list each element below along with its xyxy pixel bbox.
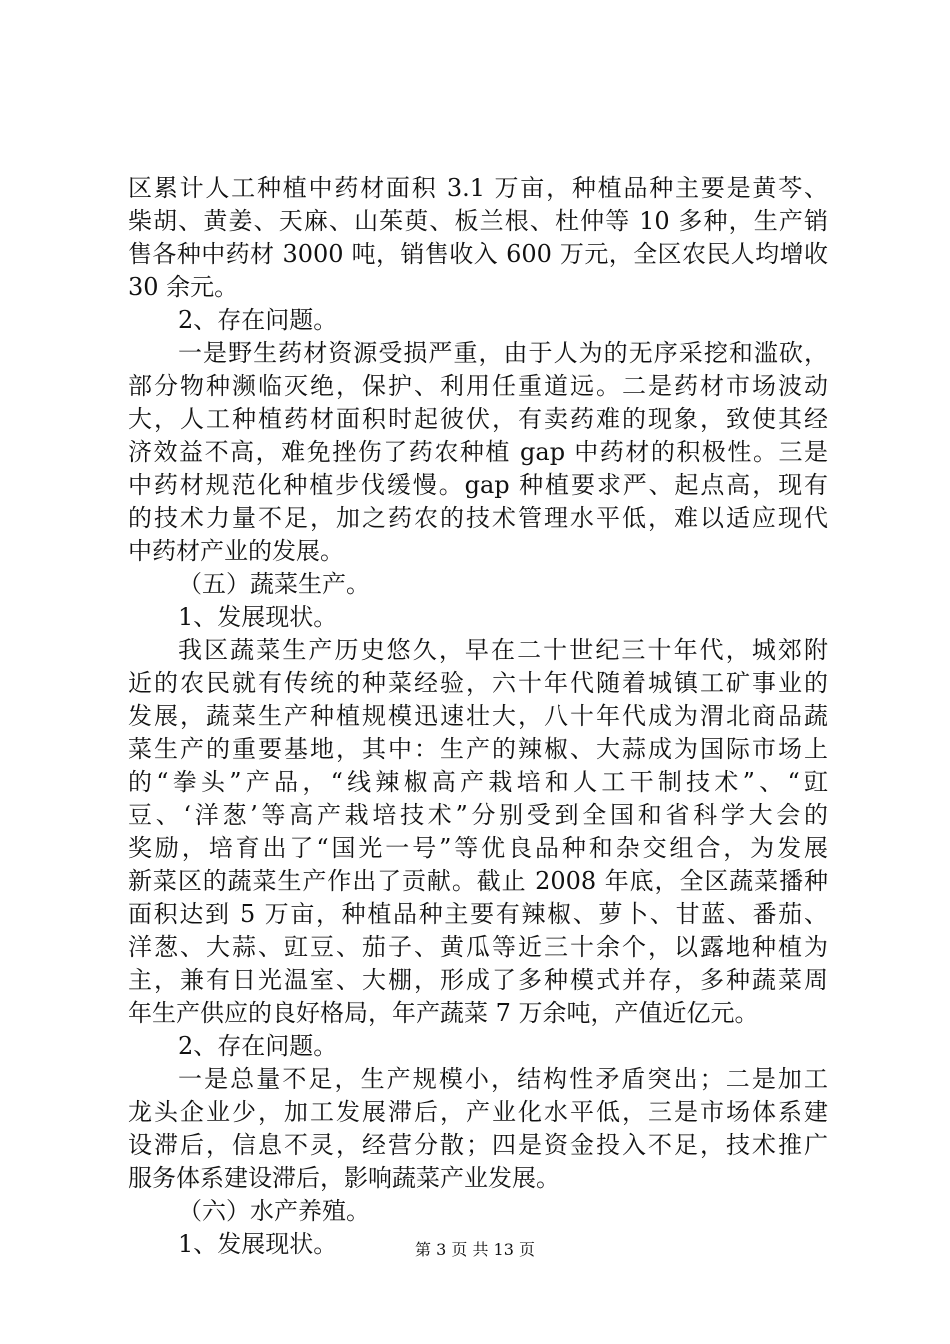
text-line: 一是总量不足，生产规模小，结构性矛盾突出；二是加工 — [178, 1065, 828, 1093]
text-line: 2、存在问题。 — [178, 1032, 338, 1060]
text-line: 菜生产的重要基地，其中：生产的辣椒、大蒜成为国际市场上 — [128, 735, 828, 763]
text-line: 洋葱、大蒜、豇豆、茄子、黄瓜等近三十余个，以露地种植为 — [128, 933, 828, 961]
text-line: 一是野生药材资源受损严重，由于人为的无序采挖和滥砍， — [178, 339, 828, 367]
text-line: 发展，蔬菜生产种植规模迅速壮大，八十年代成为渭北商品蔬 — [128, 702, 828, 730]
text-line: 主，兼有日光温室、大棚，形成了多种模式并存，多种蔬菜周 — [128, 966, 828, 994]
text-line: 部分物种濒临灭绝，保护、利用任重道远。二是药材市场波动 — [128, 372, 828, 400]
text-line: 区累计人工种植中药材面积 3.1 万亩，种植品种主要是黄芩、 — [128, 174, 828, 202]
text-line: 奖励，培育出了“国光一号”等优良品种和杂交组合，为发展 — [128, 834, 828, 862]
text-line: 2、存在问题。 — [178, 306, 338, 334]
text-line: 我区蔬菜生产历史悠久，早在二十世纪三十年代，城郊附 — [178, 636, 828, 664]
text-line: 大，人工种植药材面积时起彼伏，有卖药难的现象，致使其经 — [128, 405, 828, 433]
text-line: 龙头企业少，加工发展滞后，产业化水平低，三是市场体系建 — [128, 1098, 828, 1126]
text-line: 面积达到 5 万亩，种植品种主要有辣椒、萝卜、甘蓝、番茄、 — [128, 900, 828, 928]
text-line: 的“拳头”产品，“线辣椒高产栽培和人工干制技术”、“豇 — [128, 768, 828, 796]
text-line: （六）水产养殖。 — [178, 1197, 370, 1225]
document-body — [128, 172, 828, 1261]
text-line: 柴胡、黄姜、天麻、山茱萸、板兰根、杜仲等 10 多种，生产销 — [128, 207, 828, 235]
text-line: 新菜区的蔬菜生产作出了贡献。截止 2008 年底，全区蔬菜播种 — [128, 867, 828, 895]
text-line: 中药材产业的发展。 — [128, 537, 344, 565]
text-line: 30 余元。 — [128, 273, 239, 301]
text-line: 1、发展现状。 — [178, 1230, 338, 1258]
text-line: （五）蔬菜生产。 — [178, 570, 370, 598]
text-line: 的技术力量不足，加之药农的技术管理水平低，难以适应现代 — [128, 504, 828, 532]
text-line: 服务体系建设滞后，影响蔬菜产业发展。 — [128, 1164, 560, 1192]
text-line: 中药材规范化种植步伐缓慢。gap 种植要求严、起点高，现有 — [128, 471, 828, 499]
text-line: 豆、‘洋葱’等高产栽培技术”分别受到全国和省科学大会的 — [128, 801, 828, 829]
page-footer: 第 3 页 共 13 页 — [415, 1240, 535, 1259]
text-line: 近的农民就有传统的种菜经验，六十年代随着城镇工矿事业的 — [128, 669, 828, 697]
text-line: 售各种中药材 3000 吨，销售收入 600 万元，全区农民人均增收 — [128, 240, 828, 268]
text-line: 济效益不高，难免挫伤了药农种植 gap 中药材的积极性。三是 — [128, 438, 828, 466]
text-line: 1、发展现状。 — [178, 603, 338, 631]
text-line: 设滞后，信息不灵，经营分散；四是资金投入不足，技术推广 — [128, 1131, 828, 1159]
text-line: 年生产供应的良好格局，年产蔬菜 7 万余吨，产值近亿元。 — [128, 999, 759, 1027]
